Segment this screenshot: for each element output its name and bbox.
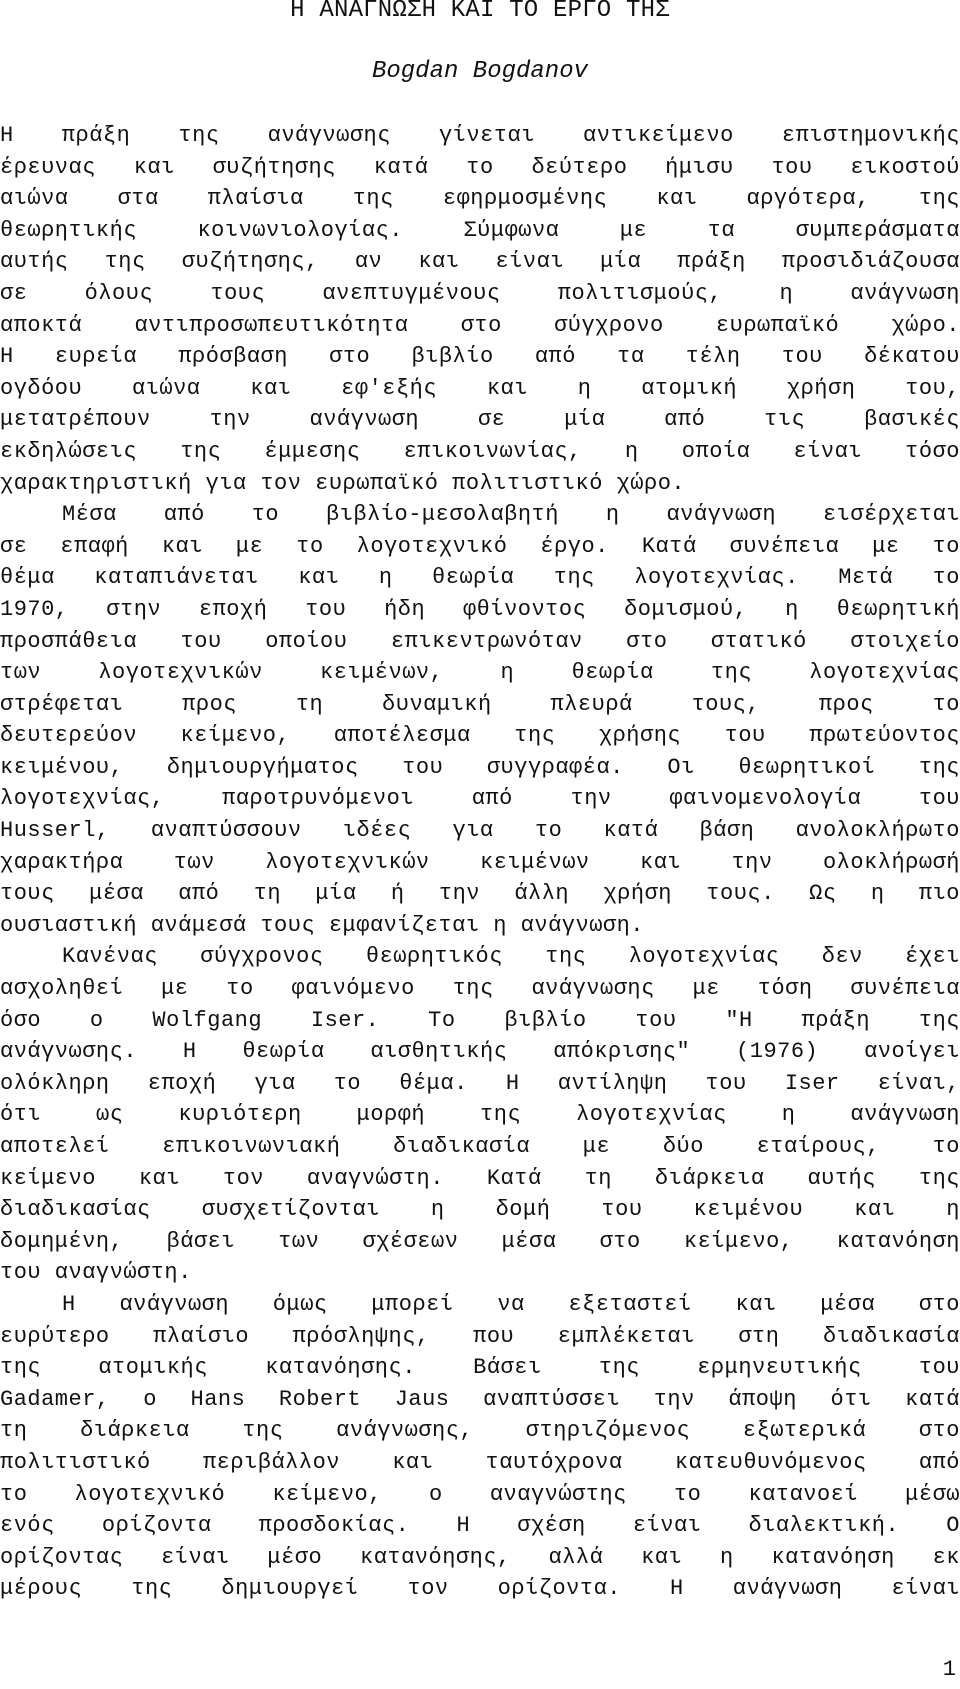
text-line: αυτής της συζήτησης, αν και είναι μία πράξη προσιδιάζουσα: [0, 249, 960, 275]
text-line: δομημένη, βάσει των σχέσεων μέσα στο κείμενο, κατανόηση: [0, 1228, 960, 1254]
text-line: όσο ο Wolfgang Iser. Το βιβλίο του "Η πράξη της: [0, 1007, 960, 1033]
text-line: εκδηλώσεις της έμμεσης επικοινωνίας, η οποία είναι τόσο: [0, 438, 960, 464]
text-line: σε επαφή και με το λογοτεχνικό έργο. Κατά συνέπεια με το: [0, 533, 960, 559]
text-line: της ατομικής κατανόησης. Βάσει της ερμηνευτικής του: [0, 1355, 960, 1381]
text-line: ορίζοντας είναι μέσο κατανόησης, αλλά και η κατανόηση εκ: [0, 1544, 960, 1570]
page-number: 1: [942, 1657, 956, 1682]
body-text: [0, 120, 960, 1605]
text-line: θεωρητικής κοινωνιολογίας. Σύμφωνα με τα συμπεράσματα: [0, 217, 960, 243]
text-line: πολιτιστικό περιβάλλον και ταυτόχρονα κατευθυνόμενος από: [0, 1449, 960, 1475]
text-line: λογοτεχνίας, παροτρυνόμενοι από την φαινομενολογία του: [0, 786, 960, 812]
text-line: τους μέσα από τη μία ή την άλλη χρήση τους. Ως η πιο: [0, 881, 960, 907]
text-line: μέρους της δημιουργεί τον ορίζοντα. Η ανάγνωση είναι: [0, 1576, 960, 1602]
text-line: προσπάθεια του οποίου επικεντρωνόταν στο στατικό στοιχείο: [0, 628, 960, 654]
text-line: Gadamer, ο Hans Robert Jaus αναπτύσσει την άποψη ότι κατά: [0, 1386, 960, 1412]
text-line: αποκτά αντιπροσωπευτικότητα στο σύγχρονο ευρωπαϊκό χώρο.: [0, 312, 960, 338]
text-line: Η ανάγνωση όμως μπορεί να εξεταστεί και μέσα στο: [62, 1291, 960, 1317]
text-line: διαδικασίας συσχετίζονται η δομή του κειμένου και η: [0, 1197, 960, 1223]
text-line: στρέφεται προς τη δυναμική πλευρά τους, προς το: [0, 691, 960, 717]
text-line: ογδόου αιώνα και εφ'εξής και η ατομική χρήση του,: [0, 375, 960, 401]
text-line: σε όλους τους ανεπτυγμένους πολιτισμούς, η ανάγνωση: [0, 280, 960, 306]
text-line: ανάγνωσης. Η θεωρία αισθητικής απόκρισης" (1976) ανοίγει: [0, 1039, 960, 1065]
text-line: χαρακτηριστική για τον ευρωπαϊκό πολιτιστικό χώρο.: [0, 470, 686, 496]
text-line: θέμα καταπιάνεται και η θεωρία της λογοτεχνίας. Μετά το: [0, 565, 960, 591]
text-line: το λογοτεχνικό κείμενο, ο αναγνώστης το κατανοεί μέσω: [0, 1481, 960, 1507]
text-line: Η ευρεία πρόσβαση στο βιβλίο από τα τέλη του δέκατου: [0, 344, 960, 370]
text-line: δευτερεύον κείμενο, αποτέλεσμα της χρήσης του πρωτεύοντος: [0, 723, 960, 749]
text-line: του αναγνώστη.: [0, 1260, 192, 1286]
text-line: Μέσα από το βιβλίο-μεσολαβητή η ανάγνωση εισέρχεται: [62, 502, 960, 528]
text-line: χαρακτήρα των λογοτεχνικών κειμένων και την ολοκλήρωσή: [0, 849, 960, 875]
text-line: ενός ορίζοντα προσδοκίας. Η σχέση είναι διαλεκτική. Ο: [0, 1513, 960, 1539]
text-line: μετατρέπουν την ανάγνωση σε μία από τις βασικές: [0, 407, 960, 433]
text-line: τη διάρκεια της ανάγνωσης, στηριζόμενος εξωτερικά στο: [0, 1418, 960, 1444]
text-line: έρευνας και συζήτησης κατά το δεύτερο ήμισυ του εικοστού: [0, 154, 960, 180]
text-line: Husserl, αναπτύσσουν ιδέες για το κατά βάση ανολοκλήρωτο: [0, 818, 960, 844]
author-name: Bogdan Bogdanov: [371, 58, 589, 85]
text-line: ευρύτερο πλαίσιο πρόσληψης, που εμπλέκεται στη διαδικασία: [0, 1323, 960, 1349]
text-line: ασχοληθεί με το φαινόμενο της ανάγνωσης με τόση συνέπεια: [0, 976, 960, 1002]
text-line: ότι ως κυριότερη μορφή της λογοτεχνίας η ανάγνωση: [0, 1102, 960, 1128]
text-line: κειμένου, δημιουργήματος του συγγραφέα. Οι θεωρητικοί της: [0, 754, 960, 780]
text-line: 1970, στην εποχή του ήδη φθίνοντος δομισμού, η θεωρητική: [0, 596, 960, 622]
text-line: αιώνα στα πλαίσια της εφηρμοσμένης και αργότερα, της: [0, 186, 960, 212]
text-line: Κανένας σύγχρονος θεωρητικός της λογοτεχνίας δεν έχει: [62, 944, 960, 970]
text-line: Η πράξη της ανάγνωσης γίνεται αντικείμενο επιστημονικής: [0, 123, 960, 148]
text-line: αποτελεί επικοινωνιακή διαδικασία με δύο εταίρους, το: [0, 1134, 960, 1159]
text-line: ολόκληρη εποχή για το θέμα. Η αντίληψη του Iser είναι,: [0, 1070, 960, 1096]
text-line: ουσιαστική ανάμεσά τους εμφανίζεται η ανάγνωση.: [0, 912, 645, 938]
text-line: κείμενο και τον αναγνώστη. Κατά τη διάρκεια αυτής της: [0, 1165, 960, 1191]
text-line: των λογοτεχνικών κειμένων, η θεωρία της λογοτεχνίας: [0, 660, 960, 686]
document-title: Η ΑΝΑΓΝΩΣΗ ΚΑΙ ΤΟ ΕΡΓΟ ΤΗΣ: [290, 0, 670, 24]
